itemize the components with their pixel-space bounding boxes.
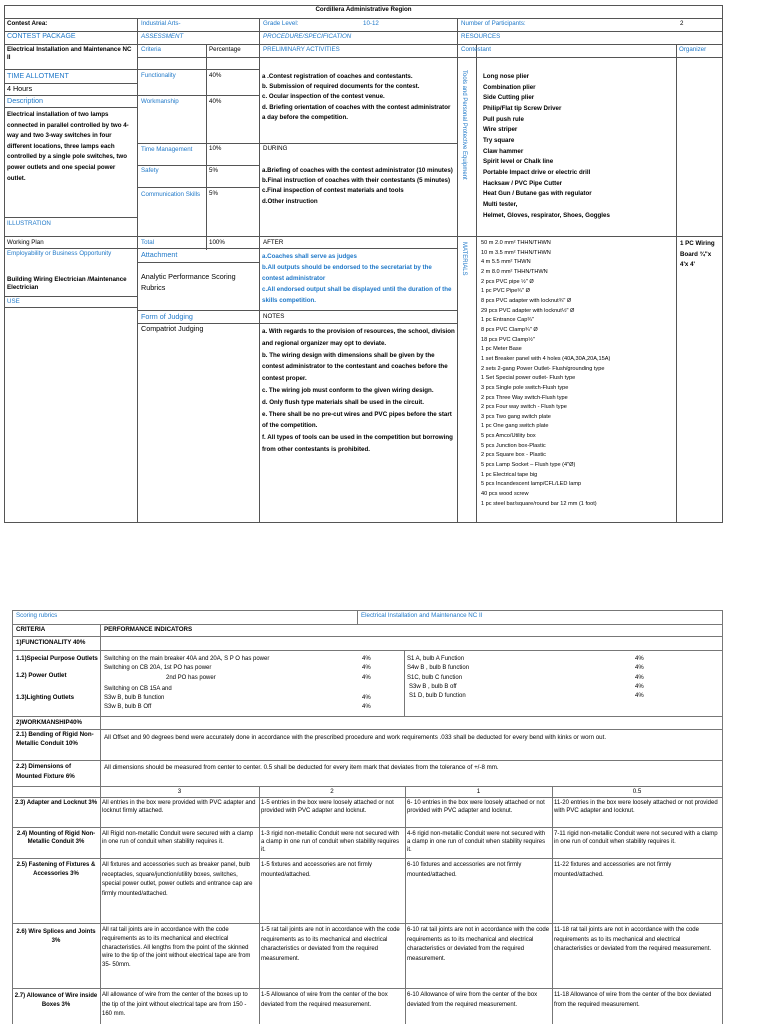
indicator-pct: 4% (635, 674, 644, 681)
resources-heading: RESOURCES (461, 33, 501, 40)
tool-item: Helmet, Gloves, respirator, Shoes, Goggles (483, 211, 610, 219)
package-title: Electrical Installation and Maintenance NC II (7, 46, 132, 62)
indicator-text: Switching on CB 20A, 1st PO has power (104, 665, 212, 672)
score-cell: All rat tail joints are in accordance with the code requirements as to its mechanical and electrical characteristics. All lengths from the point of the skinned wire to the tip of the joint without electrical tape are from 35- 50mm. (102, 927, 251, 969)
tool-item: Side Cutting plier (483, 94, 535, 102)
score-head-0-5: 0.5 (632, 788, 642, 795)
tool-item: Try square (483, 136, 515, 144)
after-list (262, 251, 455, 306)
preliminary-list (262, 72, 455, 123)
participants-value: 2 (680, 20, 684, 27)
score-cell: 6-10 rat tail joints are not in accordance with the code requirements as to its mechanical and electrical characteristics or deviated from the required measurement. (407, 927, 550, 962)
tool-item: Portable Impact drive or electric drill (483, 168, 591, 176)
score-cell: 1-5 entries in the box were loosely attached or not provided with PVC adapter and locknut. (261, 800, 394, 814)
criteria-time-management: Time Management (141, 146, 193, 153)
during-label: DURING (263, 145, 288, 152)
score-cell: All entries in the box were provided with PVC adapter and locknut firmly attached. (102, 800, 256, 814)
tool-item: Pull push rule (483, 115, 524, 123)
mounting-conduit-label: 2.4) Mounting of Rigid Non-Metallic Conduit 3% (16, 831, 96, 845)
material-item: 2 pcs Three Way switch-Flush type (481, 394, 568, 401)
criteria-col-head: Criteria (141, 46, 161, 53)
material-item: 2 pcs PVC pipe ½" Ø (481, 278, 534, 285)
participants-label: Number of Participants: (461, 20, 526, 27)
tool-item: Multi tester, (483, 200, 518, 208)
indicator-pct: 4% (362, 694, 371, 701)
criteria-safety: Safety (141, 167, 159, 174)
notes-item: b. The wiring design with dimensions shall be given by the contest administrator to the contestant and coaches before the contest proper. (262, 351, 448, 383)
material-item: 18 pcs PVC Clamp½" (481, 336, 535, 343)
during-item: d.Other instruction (262, 197, 318, 205)
indicator-text: Switching on the main breaker 40A and 20A, S P O has power (104, 656, 270, 662)
criteria-total-pct: 100% (209, 239, 225, 246)
tool-item: Wire striper (483, 126, 518, 134)
indicator-pct: 4% (362, 656, 371, 662)
indicator-pct: 4% (635, 656, 644, 662)
tool-item: Philip/Flat tip Screw Driver (483, 104, 562, 112)
material-item: 5 pcs Amco/Utility box (481, 433, 536, 440)
indicator-text: S1 D, bulb D function (409, 693, 466, 700)
score-cell: 11-22 fixtures and accessories are not firmly mounted/attached. (554, 862, 672, 878)
tools-list (483, 72, 675, 221)
form-of-judging-value: Compatriot Judging (141, 324, 204, 333)
materials-list (481, 239, 675, 509)
organizer-materials: 1 PC Wiring Board ¾"x 4'x 4' (680, 240, 715, 269)
after-item: a.Coaches shall serve as judges (262, 253, 357, 260)
region-title: Cordillera Administrative Region (315, 6, 412, 13)
material-item: 2 sets 2-gang Power Outlet- Flush/grounding type (481, 365, 605, 372)
attachment-label: Attachment (141, 250, 178, 259)
description-text: Electrical installation of two lamps connected in parallel controlled by two 4-way and two 3-way switches in four different locations, three lamps each controlled by a single pole switches, two power outlets and one special power outlet. (7, 111, 129, 182)
preliminary-item: b. Submission of required documents for the contest. (262, 83, 420, 91)
form-of-judging-label: Form of Judging (141, 312, 193, 321)
material-item: 2 m 8.0 mm² THHN/THWN (481, 268, 548, 275)
description-label: Description (7, 96, 43, 105)
preliminary-item: c. Ocular inspection of the contest venue. (262, 93, 385, 101)
rubric-performance-head: PERFORMANCE INDICATORS (104, 626, 193, 633)
bending-text: All Offset and 90 degrees bend were accurately done in accordance with the prescribed procedure and work requirements .033 shall be deducted for every bend with kinks or worn out. (104, 734, 607, 741)
criteria-communication: Communication Skills (141, 191, 201, 198)
indicator-pct: 4% (635, 665, 644, 672)
criteria-functionality: Functionality (141, 72, 176, 79)
lighting-outlets-label: 1.3)Lighting Outlets (16, 694, 75, 701)
wire-allowance-label: 2.7) Allowance of Wire inside Boxes 3% (14, 993, 98, 1008)
rubric-criteria-head: CRITERIA (16, 626, 46, 633)
notes-item: c. The wiring job must conform to the given wiring design. (262, 386, 434, 394)
after-item: c.All endorsed output shall be displayed until the duration of the skills competition. (262, 286, 452, 304)
procedure-heading: PROCEDURE/SPECIFICATION (263, 33, 352, 40)
preliminary-item: d. Briefing orientation of coaches with the contest administrator a day before the competition. (262, 103, 451, 121)
score-head-1: 1 (476, 788, 481, 795)
indicator-pct: 4% (635, 683, 644, 690)
material-item: 2 pcs Square box - Plastic (481, 452, 546, 459)
indicator-pct: 4% (635, 693, 644, 700)
score-cell: 6-10 fixtures and accessories are not firmly mounted/attached. (407, 862, 522, 878)
notes-item: a. With regards to the provision of resources, the school, division and regional organizer may opt to deviate. (262, 328, 455, 347)
time-allotment-label: TIME ALLOTMENT (7, 71, 69, 80)
score-cell: 4-6 rigid non-metallic Conduit were not secured with a clamp in one run of conduit when stability requires it. (407, 831, 546, 853)
working-plan: Working Plan (7, 239, 44, 246)
indicator-text: 2nd PO has power (166, 674, 216, 681)
organizer-col-head: Organizer (679, 46, 707, 53)
employability-label: Employability or Business Opportunity (7, 250, 112, 257)
power-outlet-label: 1.2) Power Outlet (16, 672, 67, 679)
tool-item: Claw hammer (483, 147, 524, 155)
tool-item: Heat Gun / Butane gas with regulator (483, 190, 592, 198)
criteria-safety-pct: 5% (209, 167, 218, 174)
material-item: 3 pcs Single pole switch-Flush type (481, 384, 569, 391)
contest-package-heading: CONTEST PACKAGE (7, 33, 76, 40)
tools-vertical-label: Tools and Personal Protective Equipment (461, 70, 467, 180)
material-item: 50 m 2.0 mm² THHN/THWN (481, 240, 551, 246)
criteria-time-pct: 10% (209, 145, 222, 152)
score-head-3: 3 (177, 788, 182, 795)
illustration-label: ILLUSTRATION (7, 220, 51, 227)
indicator-text: S3w B , bulb B off (409, 683, 457, 690)
contest-area-value: Industrial Arts- (141, 20, 181, 27)
indicator-text: S3w B, bulb B Off (104, 704, 152, 711)
grade-level-label: Grade Level: (263, 20, 299, 27)
adapter-locknut-label: 2.3) Adapter and Locknut 3% (14, 800, 98, 806)
material-item: 3 pcs Two gang switch plate (481, 413, 551, 420)
during-item: a.Briefing of coaches with the contest administrator (10 minutes) (262, 167, 453, 174)
indicator-text: S1 A, bulb A Function (407, 656, 465, 662)
assessment-heading: ASSESSMENT (141, 33, 184, 40)
material-item: 1 pc PVC Pipe¾" Ø (481, 288, 530, 295)
material-item: 5 pcs Incandescent lamp/CFL/LED lamp (481, 481, 582, 488)
material-item: 2 pcs Four way switch - Flush type (481, 404, 567, 411)
after-item: b.All outputs should be endorsed to the secretariat by the contest administrator (262, 264, 432, 282)
material-item: 1 Set Special power outlet- Flush type (481, 375, 576, 382)
material-item: 10 m 3.5 mm² THHN/THWN (481, 249, 551, 256)
special-outlets-label: 1.1)Special Purpose Outlets (16, 655, 98, 662)
material-item: 40 pcs wood screw (481, 491, 529, 498)
indicator-text: S3w B, bulb B function (104, 694, 165, 701)
notes-label: NOTES (263, 313, 285, 320)
criteria-functionality-pct: 40% (209, 72, 222, 79)
contest-area-label: Contest Area: (7, 20, 48, 27)
material-item: 8 pcs PVC adapter with locknut¾" Ø (481, 297, 572, 304)
indicator-pct: 4% (362, 704, 371, 711)
material-item: 1 pc Entrance Cap¾" (481, 317, 534, 324)
tool-item: Spirit level or Chalk line (483, 158, 554, 166)
material-item: 1 pc One gang switch plate (481, 423, 549, 430)
material-item: 1 set Breaker panel with 4 holes (40A,30A,20A,15A) (481, 355, 611, 362)
indicator-text: S1C, bulb C function (407, 674, 463, 681)
employability-value: Building Wiring Electrician /Maintenance Electrician (7, 276, 127, 292)
criteria-communication-pct: 5% (209, 190, 218, 197)
percentage-col-head: Percentage (209, 46, 241, 53)
criteria-workmanship-pct: 40% (209, 98, 222, 105)
functionality-section: 1)FUNCTIONALITY 40% (16, 639, 86, 646)
functionality-left-list (104, 655, 400, 712)
score-head-2: 2 (330, 788, 334, 795)
tool-item: Combination plier (483, 83, 536, 91)
use-label: USE (7, 298, 20, 305)
score-cell: All allowance of wire from the center of the boxes up to the tip of the joint without electrical tape are from 150 - 160 mm. (102, 992, 248, 1017)
fastening-fixtures-label: 2.5) Fastening of Fixtures & Accessories 3% (16, 862, 96, 877)
indicator-pct: 4% (362, 674, 371, 681)
wire-splices-label: 2.6) Wire Splices and Joints 3% (16, 929, 96, 944)
during-list (262, 166, 455, 207)
tool-item: Hacksaw / PVC Pipe Cutter (483, 179, 563, 187)
material-item: 1 pc Electrical tape big (481, 471, 538, 478)
material-item: 29 pcs PVC adapter with locknut½" Ø (481, 307, 575, 314)
material-item: 1 pc Meter Base (481, 346, 522, 353)
preliminary-item: a .Contest registration of coaches and contestants. (262, 73, 413, 80)
tool-item: Long nose plier (483, 73, 530, 80)
dimensions-label: 2.2) Dimensions of Mounted Fixture 6% (16, 763, 75, 780)
score-cell: 7-11 rigid non-metallic Conduit were not secured with a clamp in one run of conduit when stability requires it. (554, 831, 718, 845)
notes-item: d. Only flush type materials shall be used in the circuit. (262, 398, 424, 406)
materials-vertical-label: MATERIALS (461, 242, 467, 276)
workmanship-section: 2)WORKMANSHIP40% (16, 719, 83, 726)
score-cell: All Rigid non-metallic Conduit were secured with a clamp in one run of conduit when stability requires it. (102, 831, 254, 845)
contestant-col-head: Contestant (461, 46, 491, 53)
notes-item: f. All types of tools can be used in the competition but borrowing from other contestants is prohibited. (262, 434, 453, 453)
indicator-pct: 4% (362, 665, 371, 672)
score-cell: 11-18 Allowance of wire from the center of the box deviated from the required measurement. (554, 992, 712, 1008)
material-item: 5 pcs Junction box-Plastic (481, 442, 546, 449)
rubric-title: Electrical Installation and Maintenance NC II (361, 612, 483, 619)
criteria-total: Total (141, 239, 155, 246)
indicator-text: S4w B , bulb B function (407, 665, 470, 672)
dimensions-text: All dimensions should be measured from center to center. 0.5 shall be deducted for every item mark that deviates from the tolerance of +/-8 mm. (104, 764, 499, 771)
score-cell: 1-5 rat tail joints are not in accordance with the code requirements as to its mechanical and electrical characteristics or deviated from the required measurement. (261, 927, 400, 962)
score-cell: 1-3 rigid non-metallic Conduit were not secured with a clamp in one run of conduit when stability requires it. (261, 831, 400, 853)
after-label: AFTER (263, 239, 284, 246)
notes-item: e. There shall be no pre-cut wires and PVC pipes before the start of the competition. (262, 410, 452, 430)
score-cell: All fixtures and accessories such as breaker panel, bulb receptacles, square/junction/utility boxes, switches, special power outlet, power outlets and entrance cap are firmly mounted/attached. (102, 862, 253, 897)
bending-label: 2.1) Bending of Rigid Non-Metallic Conduit 10% (16, 731, 94, 747)
score-cell: 6-10 Allowance of wire from the center of the box deviated from the required measurement. (407, 992, 538, 1008)
scoring-rubrics-label: Scoring rubrics (16, 612, 58, 619)
attachment-value: Analytic Performance Scoring Rubrics (141, 272, 236, 292)
score-cell: 6- 10 entries in the box were loosely attached or not provided with PVC adapter and locknut. (407, 800, 545, 814)
indicator-text: Switching on CB 15A and (104, 685, 172, 692)
grade-level-value: 10-12 (363, 20, 379, 27)
material-item: 4 m 5.5 mm² THWN (481, 259, 531, 266)
score-cell: 1-5 fixtures and accessories are not firmly mounted/attached. (261, 862, 373, 878)
score-cell: 1-5 Allowance of wire from the center of the box deviated from the required measurement. (261, 992, 388, 1008)
criteria-workmanship: Workmanship (141, 98, 179, 105)
time-allotment-value: 4 Hours (7, 84, 33, 93)
preliminary-col-head: PRELIMINARY ACTIVITIES (263, 46, 340, 53)
functionality-right-list (407, 655, 719, 701)
during-item: b.Final instruction of coaches with their contestants (5 minutes) (262, 177, 451, 185)
during-item: c.Final inspection of contest materials and tools (262, 187, 404, 195)
score-cell: 11-20 entries in the box were loosely attached or not provided with PVC adapter and locknut. (554, 800, 718, 814)
notes-list (262, 326, 455, 456)
material-item: 8 pcs PVC Clamp¾" Ø (481, 326, 538, 333)
material-item: 1 pc steel bar/square/round bar 12 mm (1 foot) (481, 500, 597, 507)
score-cell: 11-18 rat tail joints are not in accordance with the code requirements as to its mechanical and electrical characteristics or deviated from the required measurement. (554, 927, 712, 952)
material-item: 5 pcs Lamp Socket – Flush type (4"Ø) (481, 462, 576, 469)
